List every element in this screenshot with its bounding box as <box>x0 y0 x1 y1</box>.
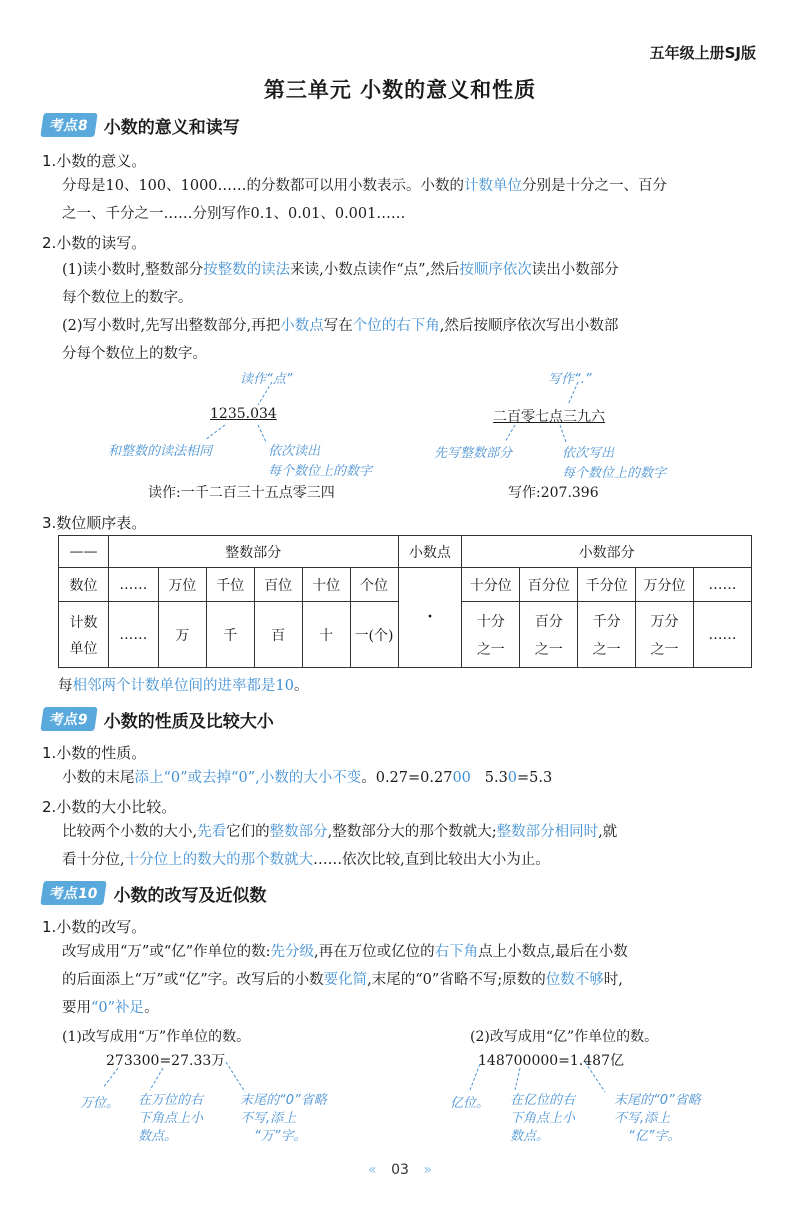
page-number: « 03 » <box>368 1162 432 1178</box>
table-cell: …… <box>693 602 751 668</box>
table-cell: 万 <box>158 602 206 668</box>
table-cell: 十位 <box>302 568 350 602</box>
kp8-badge: 考点8 <box>40 113 97 137</box>
kp9-heading <box>42 706 274 732</box>
table-cell: …… <box>693 568 751 602</box>
write-example-words: 二百零七点三九六 <box>493 409 605 425</box>
read-note-left: 和整数的读法相同 <box>108 444 213 459</box>
digit-order-table <box>58 535 752 668</box>
kp9-s2-heading: 2.小数的大小比较。 <box>42 798 177 816</box>
write-note-top: 写作“.” <box>548 372 592 387</box>
ex1-label: (1)改写成用“万”作单位的数。 <box>62 1029 251 1045</box>
point-header: 小数点 <box>398 536 462 568</box>
ex2-note-3: 末尾的“0”省略 不写,添上 “亿”字。 <box>614 1093 701 1144</box>
digit-row-label: 数位 <box>59 568 109 602</box>
kp10-s1-line3: 要用“0”补足。 <box>62 1000 159 1016</box>
write-example-result: 写作:207.396 <box>508 485 599 501</box>
table-cell: 百 <box>254 602 302 668</box>
table-cell: 一(个) <box>350 602 398 668</box>
table-cell: 千分 之一 <box>578 602 636 668</box>
read-example-number: 1235.034 <box>210 406 277 422</box>
table-cell: 百位 <box>254 568 302 602</box>
kp8-s2-read-line1: (1)读小数时,整数部分按整数的读法来读,小数点读作“点”,然后按顺序依次读出小数部分 <box>62 262 619 278</box>
kp8-s2-heading: 2.小数的读写。 <box>42 234 147 252</box>
table-cell: 千 <box>206 602 254 668</box>
kp9-badge: 考点9 <box>40 707 97 731</box>
left-arrow-icon: « <box>368 1162 377 1178</box>
kp9-s1-heading: 1.小数的性质。 <box>42 744 147 762</box>
table-digit-row <box>59 568 752 602</box>
kp9-s1-line: 小数的末尾添上“0”或去掉“0”,小数的大小不变。0.27=0.2700 5.30=5.3 <box>62 770 553 786</box>
read-note-right-1: 依次读出 <box>268 444 321 459</box>
kp10-s1-line1: 改写成用“万”或“亿”作单位的数:先分级,再在万位或亿位的右下角点上小数点,最后在小数 <box>62 944 628 960</box>
kp8-s3-note: 每相邻两个计数单位间的进率都是10。 <box>58 678 309 694</box>
write-note-right-2: 每个数位上的数字 <box>562 466 667 481</box>
kp8-title: 小数的意义和读写 <box>103 117 240 138</box>
read-note-right-2: 每个数位上的数字 <box>268 464 373 479</box>
kp9-s2-line1: 比较两个小数的大小,先看它们的整数部分,整数部分大的那个数就大;整数部分相同时,就 <box>62 824 618 840</box>
ex2-note-1: 亿位。 <box>450 1096 490 1111</box>
kp8-s1-heading: 1.小数的意义。 <box>42 152 147 170</box>
table-cell: 千位 <box>206 568 254 602</box>
kp9-s2-line2: 看十分位,十分位上的数大的那个数就大……依次比较,直到比较出大小为止。 <box>62 852 550 868</box>
dec-part-header: 小数部分 <box>462 536 752 568</box>
table-cell: 万分位 <box>636 568 694 602</box>
unit-row-label: 计数 单位 <box>59 602 109 668</box>
read-example-result: 读作:一千二百三十五点零三四 <box>148 485 335 501</box>
table-cell: 万位 <box>158 568 206 602</box>
write-note-left: 先写整数部分 <box>434 446 513 461</box>
kp8-s2-read-line2: 每个数位上的数字。 <box>62 290 193 306</box>
ex1-note-1: 万位。 <box>80 1096 120 1111</box>
table-cell: 个位 <box>350 568 398 602</box>
kp10-s1-heading: 1.小数的改写。 <box>42 918 147 936</box>
read-note-top: 读作“点” <box>240 372 293 387</box>
table-cell: 千分位 <box>578 568 636 602</box>
table-cell: 十分位 <box>462 568 520 602</box>
ex2-label: (2)改写成用“亿”作单位的数。 <box>470 1029 659 1045</box>
ex2-note-2: 在亿位的右 下角点上小 数点。 <box>510 1093 576 1144</box>
kp8-s2-write-line1: (2)写小数时,先写出整数部分,再把小数点写在个位的右下角,然后按顺序依次写出小数部 <box>62 318 619 334</box>
write-note-right-1: 依次写出 <box>562 446 615 461</box>
kp9-title: 小数的性质及比较大小 <box>103 711 274 732</box>
table-cell: 百分 之一 <box>520 602 578 668</box>
grade-label: 五年级上册SJ版 <box>649 44 756 62</box>
kp10-title: 小数的改写及近似数 <box>113 885 267 906</box>
table-cell: 万分 之一 <box>636 602 694 668</box>
kp10-badge: 考点10 <box>40 881 107 905</box>
table-cell: 百分位 <box>520 568 578 602</box>
table-corner: —— <box>59 536 109 568</box>
kp10-s1-line2: 的后面添上“万”或“亿”字。改写后的小数要化简,末尾的“0”省略不写;原数的位数不够时, <box>62 972 623 988</box>
table-cell: 十 <box>302 602 350 668</box>
kp8-s2-write-line2: 分每个数位上的数字。 <box>62 346 207 362</box>
kp8-s1-line2: 之一、千分之一……分别写作0.1、0.01、0.001…… <box>62 206 406 222</box>
ex2-equation: 148700000=1.487亿 <box>478 1053 624 1069</box>
kp8-s3-heading: 3.数位顺序表。 <box>42 514 147 532</box>
ex1-equation: 273300=27.33万 <box>106 1053 226 1069</box>
table-cell: 十分 之一 <box>462 602 520 668</box>
table-cell: …… <box>108 568 158 602</box>
right-arrow-icon: » <box>423 1162 432 1178</box>
page-title: 第三单元 小数的意义和性质 <box>263 78 537 102</box>
table-header-row <box>59 536 752 568</box>
kp8-s1-line1: 分母是10、100、1000……的分数都可以用小数表示。小数的计数单位分别是十分之一、百分 <box>62 178 668 194</box>
ex1-note-3: 末尾的“0”省略 不写,添上 “万”字。 <box>240 1093 327 1144</box>
int-part-header: 整数部分 <box>108 536 398 568</box>
point-symbol-cell: · <box>398 568 462 668</box>
table-cell: …… <box>108 602 158 668</box>
kp10-heading <box>42 880 266 906</box>
ex1-note-2: 在万位的右 下角点上小 数点。 <box>138 1093 204 1144</box>
